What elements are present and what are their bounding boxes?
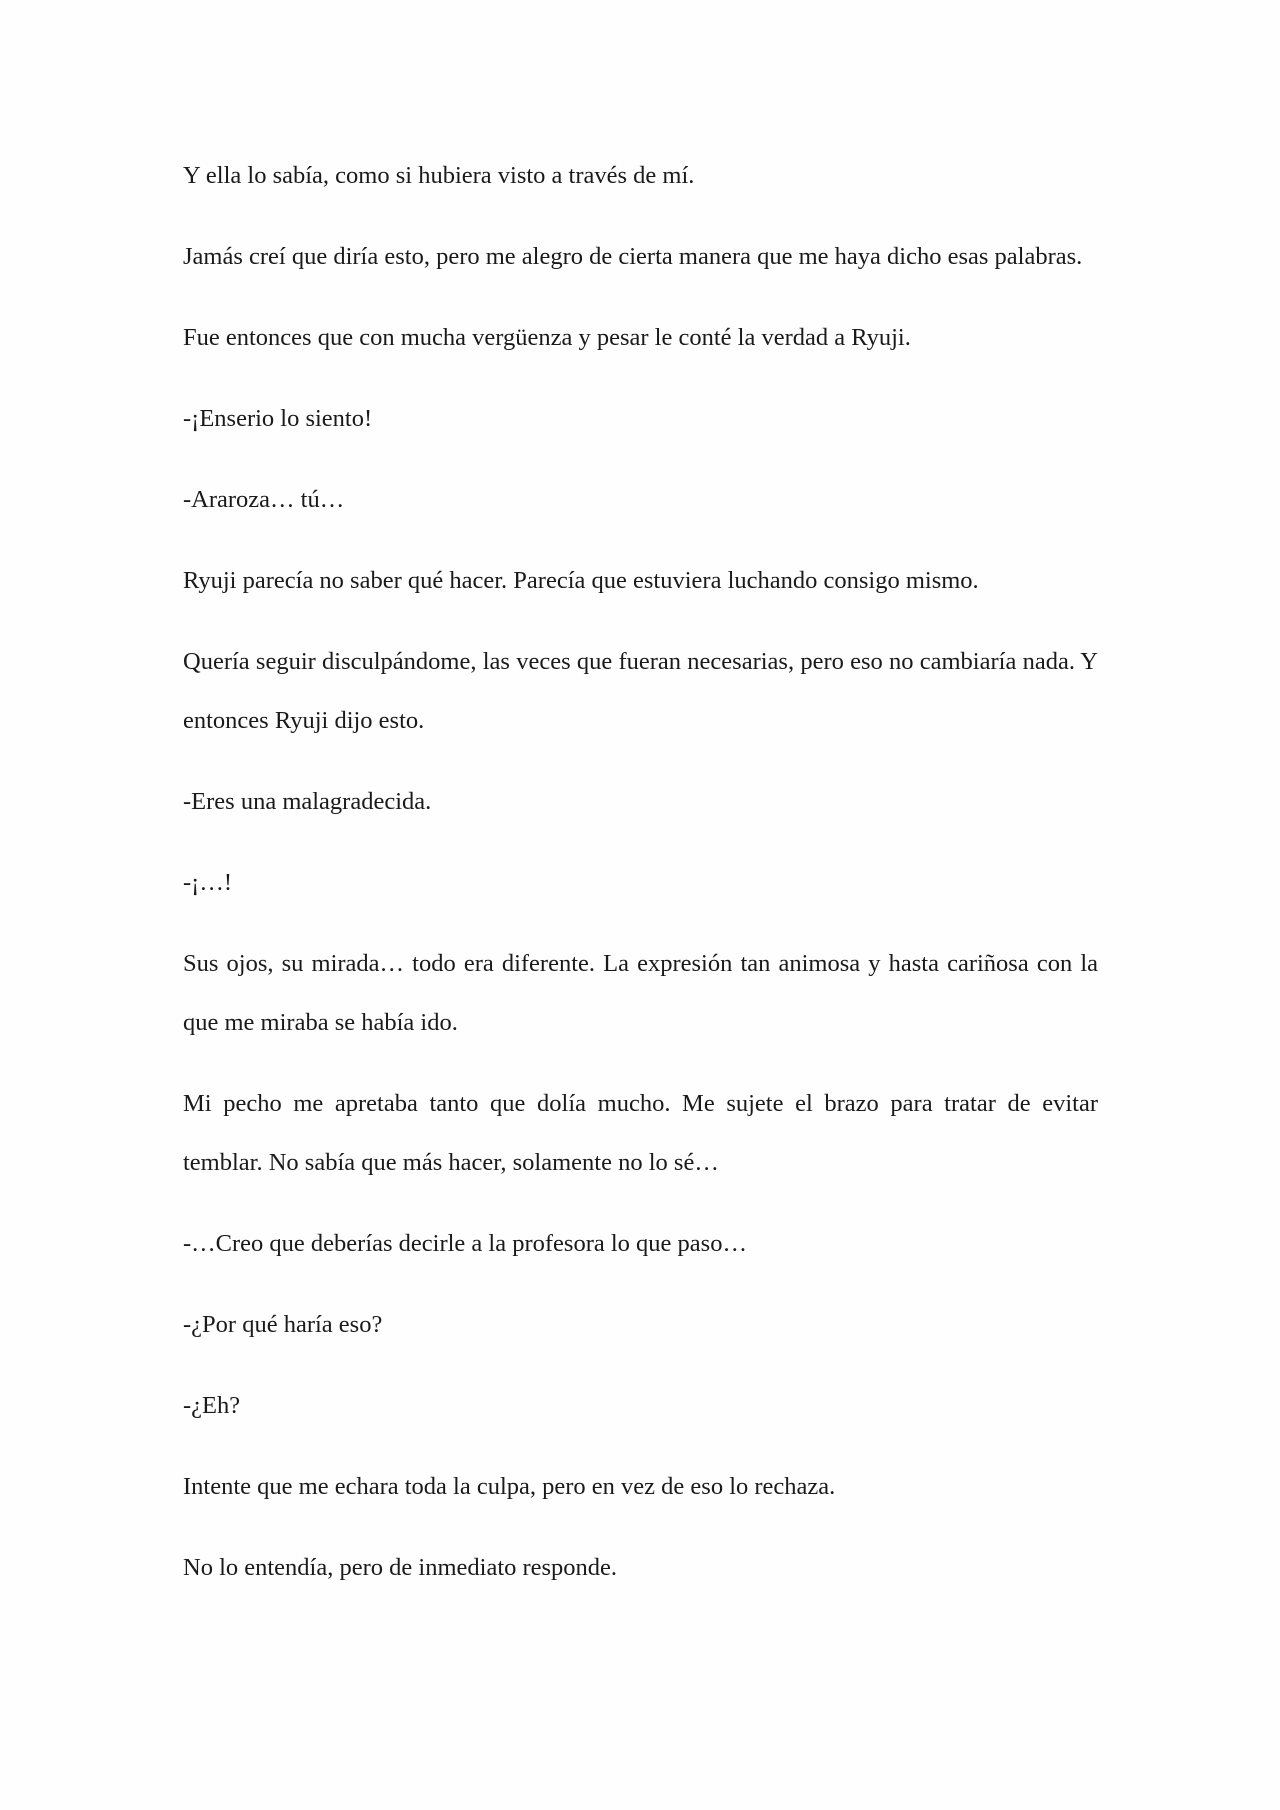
paragraph: Y ella lo sabía, como si hubiera visto a través de mí. (183, 162, 695, 189)
paragraph: Intente que me echara toda la culpa, pero en vez de eso lo rechaza. (183, 1473, 836, 1500)
dialogue-line: -Eres una malagradecida. (183, 788, 432, 815)
dialogue-line: -…Creo que deberías decirle a la profesora lo que paso… (183, 1230, 747, 1257)
dialogue-line: -Araroza… tú… (183, 486, 345, 513)
paragraph: Sus ojos, su mirada… todo era diferente. La expresión tan animosa y hasta cariñosa con la que me miraba se había ido. (183, 950, 1098, 1036)
document-body (183, 146, 1098, 1619)
dialogue-line: -¿Eh? (183, 1392, 241, 1419)
paragraph: Mi pecho me apretaba tanto que dolía mucho. Me sujete el brazo para tratar de evitar temblar. No sabía que más hacer, solamente no lo sé… (183, 1090, 1098, 1176)
paragraph: Quería seguir disculpándome, las veces que fueran necesarias, pero eso no cambiaría nada. Y entonces Ryuji dijo esto. (183, 648, 1098, 734)
dialogue-line: -¡Enserio lo siento! (183, 405, 373, 432)
dialogue-line: -¡…! (183, 869, 232, 896)
paragraph: Jamás creí que diría esto, pero me alegro de cierta manera que me haya dicho esas palabras. (183, 243, 1083, 270)
paragraph: Ryuji parecía no saber qué hacer. Parecía que estuviera luchando consigo mismo. (183, 567, 979, 594)
paragraph: Fue entonces que con mucha vergüenza y pesar le conté la verdad a Ryuji. (183, 324, 911, 351)
dialogue-line: -¿Por qué haría eso? (183, 1311, 383, 1338)
paragraph: No lo entendía, pero de inmediato responde. (183, 1554, 618, 1581)
